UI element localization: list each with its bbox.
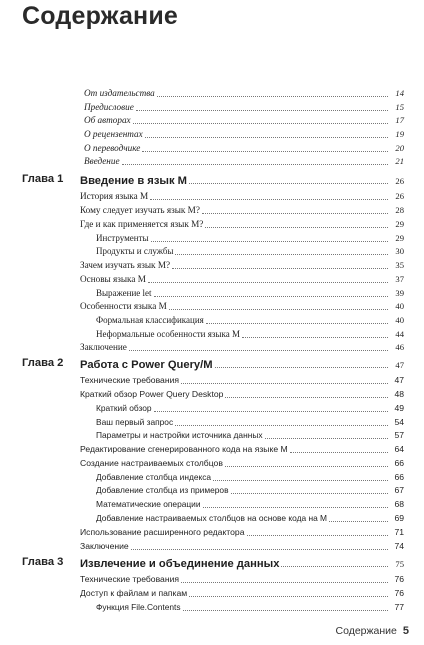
- toc-page-number: 30: [395, 246, 404, 256]
- toc-entry-title: Где и как применяется язык M?: [80, 219, 204, 229]
- dot-leader: [148, 282, 388, 283]
- toc-subsection: [96, 416, 404, 428]
- dot-leader: [281, 566, 388, 567]
- toc-subsection: [96, 287, 404, 299]
- toc-page-number: 29: [395, 233, 404, 243]
- toc-subsection: [96, 512, 404, 524]
- dot-leader: [175, 254, 388, 255]
- toc-section: [80, 259, 404, 271]
- toc-section: [80, 443, 404, 455]
- toc-entry-title: Использование расширенного редактора: [80, 527, 245, 537]
- toc-page-number: 66: [394, 458, 404, 468]
- toc-entry-title: Основы языка M: [80, 274, 146, 284]
- toc-page-number: 69: [394, 513, 404, 523]
- dot-leader: [151, 241, 388, 242]
- footer-label: Содержание: [335, 625, 397, 637]
- toc-entry-title: Введение: [84, 156, 120, 166]
- front-matter-entry: [84, 128, 404, 140]
- toc-entry-title: Об авторах: [84, 115, 131, 125]
- toc-entry-title: Кому следует изучать язык M?: [80, 205, 200, 215]
- toc-entry-title: Добавление столбца из примеров: [96, 485, 229, 495]
- toc-section: [80, 388, 404, 400]
- toc-section: [80, 573, 404, 585]
- dot-leader: [202, 213, 388, 214]
- chapter-label: Глава 2: [22, 357, 64, 369]
- toc-section: [80, 374, 404, 386]
- dot-leader: [329, 521, 388, 522]
- dot-leader: [154, 296, 388, 297]
- toc-entry-title: Заключение: [80, 342, 127, 352]
- dot-leader: [181, 383, 388, 384]
- toc-entry-title: Извлечение и объединение данных: [80, 557, 280, 570]
- dot-leader: [172, 268, 388, 269]
- toc-entry-title: Доступ к файлам и папкам: [80, 588, 188, 598]
- page-footer: [336, 625, 410, 637]
- page-title: Содержание: [22, 2, 179, 30]
- toc-page-number: 35: [395, 260, 404, 270]
- toc-entry-title: Работа с Power Query/M: [80, 358, 213, 371]
- chapter-heading: [80, 173, 404, 188]
- chapter-label: Глава 1: [22, 173, 64, 185]
- dot-leader: [215, 367, 388, 368]
- toc-entry-title: Добавление настраиваемых столбцов на основе кода на M: [96, 513, 328, 523]
- toc-page-number: 67: [394, 485, 404, 495]
- toc-entry-title: Неформальные особенности языка M: [96, 329, 240, 339]
- toc-page-number: 40: [395, 301, 404, 311]
- toc-entry-title: Редактирование сгенерированного кода на языке M: [80, 444, 288, 454]
- toc-page-number: 66: [394, 472, 404, 482]
- toc-page-number: 29: [395, 219, 404, 229]
- dot-leader: [213, 480, 388, 481]
- dot-leader: [145, 137, 388, 138]
- dot-leader: [203, 507, 388, 508]
- dot-leader: [157, 96, 388, 97]
- toc-section: [80, 300, 404, 312]
- toc-page-number: 20: [395, 143, 404, 153]
- toc-section: [80, 587, 404, 599]
- toc-page-number: 39: [395, 288, 404, 298]
- toc-entry-title: Введение в язык M: [80, 174, 187, 187]
- toc-page-number: 75: [395, 558, 404, 569]
- toc-page-number: 71: [394, 527, 404, 537]
- toc-subsection: [96, 232, 404, 244]
- toc-page-number: 54: [394, 417, 404, 427]
- dot-leader: [205, 227, 388, 228]
- dot-leader: [150, 199, 388, 200]
- dot-leader: [265, 438, 388, 439]
- toc-subsection: [96, 601, 404, 613]
- front-matter-entry: [84, 101, 404, 113]
- toc-entry-title: Зачем изучать язык M?: [80, 260, 171, 270]
- toc-subsection: [96, 402, 404, 414]
- page-number: 5: [402, 625, 409, 637]
- toc-entry-title: История языка M: [80, 191, 149, 201]
- toc-page-number: 46: [395, 342, 404, 352]
- toc-section: [80, 190, 404, 202]
- dot-leader: [189, 596, 388, 597]
- dot-leader: [231, 493, 388, 494]
- toc-entry-title: Создание настраиваемых столбцов: [80, 458, 223, 468]
- toc-page-number: 76: [394, 588, 404, 598]
- chapter-label: Глава 3: [22, 556, 64, 568]
- toc-entry-title: Выражение let: [96, 288, 152, 298]
- dot-leader: [225, 466, 388, 467]
- toc-entry-title: Технические требования: [80, 574, 180, 584]
- toc-page-number: 47: [395, 359, 404, 370]
- dot-leader: [131, 549, 388, 550]
- dot-leader: [242, 337, 388, 338]
- toc-page-number: 44: [395, 329, 404, 339]
- toc-page-number: 47: [394, 375, 404, 385]
- toc-page-number: 14: [395, 88, 404, 98]
- toc-subsection: [96, 245, 404, 257]
- toc-page-number: 40: [395, 315, 404, 325]
- toc-page-number: 21: [395, 156, 404, 166]
- toc-subsection: [96, 429, 404, 441]
- toc-entry-title: Параметры и настройки источника данных: [96, 430, 263, 440]
- chapter-heading: [80, 556, 404, 571]
- toc-page-number: 77: [394, 602, 404, 612]
- toc-entry-title: Заключение: [80, 541, 129, 551]
- toc-entry-title: Функция File.Contents: [96, 602, 181, 612]
- toc-section: [80, 273, 404, 285]
- toc-section: [80, 540, 404, 552]
- front-matter-entry: [84, 114, 404, 126]
- toc-entry-title: Особенности языка M: [80, 301, 167, 311]
- toc-page-number: 19: [395, 129, 404, 139]
- toc-page-number: 17: [395, 115, 404, 125]
- toc-entry-title: Продукты и службы: [96, 246, 174, 256]
- toc-entry-title: Формальная классификация: [96, 315, 204, 325]
- dot-leader: [154, 411, 388, 412]
- dot-leader: [189, 183, 388, 184]
- toc-entry-title: Добавление столбца индекса: [96, 472, 212, 482]
- toc-entry-title: Предисловие: [84, 102, 134, 112]
- toc-page-number: 37: [395, 274, 404, 284]
- toc-entry-title: Технические требования: [80, 375, 180, 385]
- toc-page-number: 28: [395, 205, 404, 215]
- toc-subsection: [96, 471, 404, 483]
- toc-entry-title: О рецензентах: [84, 129, 143, 139]
- front-matter-entry: [84, 155, 404, 167]
- dot-leader: [181, 582, 388, 583]
- toc-page-number: 26: [395, 191, 404, 201]
- toc-section: [80, 457, 404, 469]
- dot-leader: [129, 350, 388, 351]
- front-matter-entry: [84, 142, 404, 154]
- toc-entry-title: О переводчике: [84, 143, 141, 153]
- toc-page-number: 74: [394, 541, 404, 551]
- dot-leader: [169, 309, 388, 310]
- toc-subsection: [96, 314, 404, 326]
- dot-leader: [290, 452, 388, 453]
- toc-entry-title: От издательства: [84, 88, 155, 98]
- dot-leader: [183, 610, 388, 611]
- toc-page-number: 76: [394, 574, 404, 584]
- toc-entry-title: Математические операции: [96, 499, 201, 509]
- toc-page-number: 49: [394, 403, 404, 413]
- dot-leader: [133, 123, 388, 124]
- dot-leader: [225, 397, 388, 398]
- dot-leader: [247, 535, 389, 536]
- toc-subsection: [96, 484, 404, 496]
- toc-entry-title: Краткий обзор: [96, 403, 152, 413]
- toc-section: [80, 526, 404, 538]
- toc-page-number: 57: [394, 430, 404, 440]
- dot-leader: [175, 425, 388, 426]
- toc-entry-title: Краткий обзор Power Query Desktop: [80, 389, 224, 399]
- toc-subsection: [96, 498, 404, 510]
- toc-section: [80, 341, 404, 353]
- dot-leader: [206, 323, 388, 324]
- dot-leader: [122, 164, 388, 165]
- dot-leader: [142, 151, 388, 152]
- toc-page-number: 26: [395, 175, 404, 186]
- toc-page-number: 48: [394, 389, 404, 399]
- toc-page-number: 64: [394, 444, 404, 454]
- toc-section: [80, 204, 404, 216]
- toc-section: [80, 218, 404, 230]
- toc-entry-title: Инструменты: [96, 233, 149, 243]
- front-matter-entry: [84, 87, 404, 99]
- chapter-heading: [80, 357, 404, 372]
- toc-subsection: [96, 328, 404, 340]
- toc-page-number: 68: [394, 499, 404, 509]
- toc-page-number: 15: [395, 102, 404, 112]
- dot-leader: [136, 110, 388, 111]
- toc-entry-title: Ваш первый запрос: [96, 417, 174, 427]
